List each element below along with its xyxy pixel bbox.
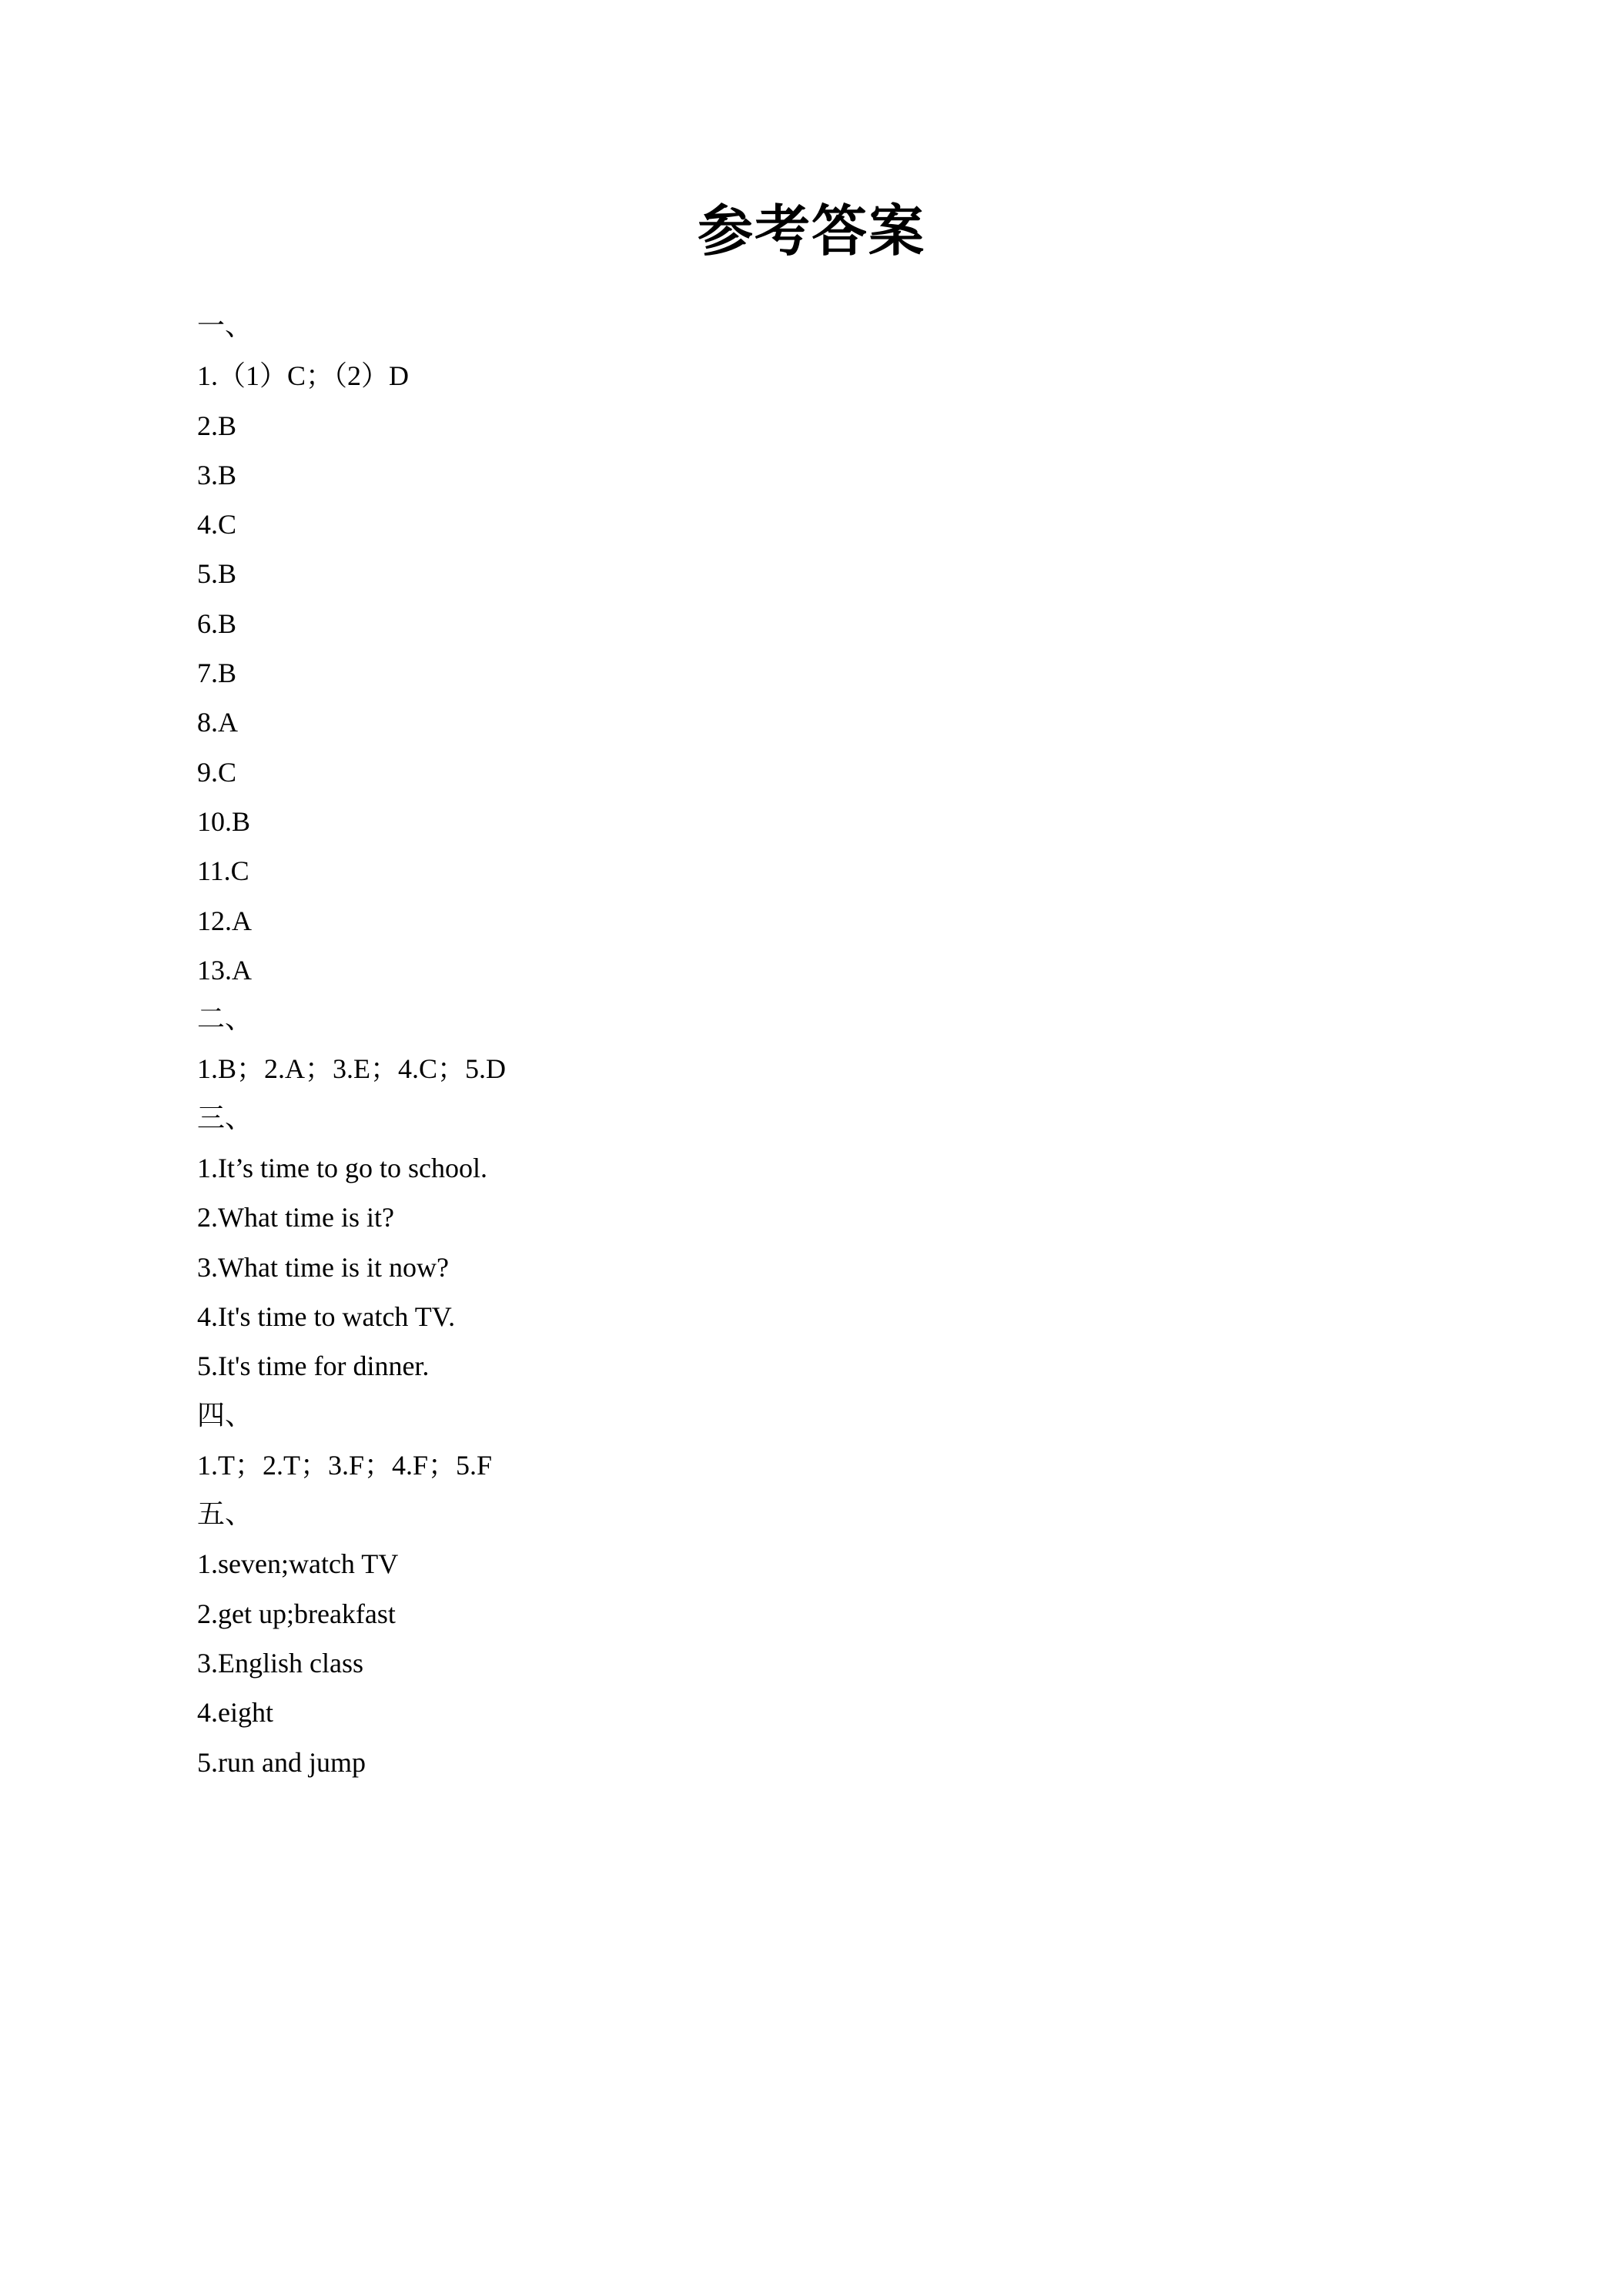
answer-line: 1.B；2.A；3.E；4.C；5.D — [197, 1053, 507, 1085]
answer-line: 3.English class — [197, 1648, 363, 1679]
answer-list — [197, 302, 1506, 1787]
answer-line: 10.B — [197, 805, 251, 837]
answer-line: 1.seven;watch TV — [197, 1548, 399, 1580]
answer-line: 4.eight — [197, 1697, 273, 1729]
answer-line: 5.It's time for dinner. — [197, 1350, 430, 1382]
answer-line: 1.It’s time to go to school. — [197, 1153, 487, 1184]
answer-line: 8.A — [197, 707, 238, 738]
section-heading: 一、 — [197, 310, 253, 342]
answer-line: 13.A — [197, 954, 252, 986]
section-heading: 三、 — [197, 1102, 253, 1134]
answer-line: 5.run and jump — [197, 1746, 366, 1778]
answer-line: 1.（1）C；（2）D — [197, 360, 410, 392]
answer-line: 7.B — [197, 658, 237, 689]
section-heading: 二、 — [197, 1003, 253, 1036]
answer-line: 3.What time is it now? — [197, 1251, 449, 1283]
answer-line: 5.B — [197, 558, 237, 590]
answer-line: 2.get up;breakfast — [197, 1598, 396, 1629]
answer-line: 11.C — [197, 855, 249, 887]
answer-line: 4.It's time to watch TV. — [197, 1300, 456, 1332]
answer-line: 3.B — [197, 459, 237, 490]
section-heading: 四、 — [197, 1399, 253, 1431]
answer-line: 2.B — [197, 410, 237, 441]
page-title: 参考答案 — [697, 199, 925, 263]
answer-line: 1.T；2.T；3.F；4.F；5.F — [197, 1449, 493, 1481]
answer-line: 9.C — [197, 756, 237, 788]
answer-line: 12.A — [197, 905, 252, 936]
answer-line: 6.B — [197, 607, 237, 639]
answer-line: 4.C — [197, 509, 237, 541]
answer-line: 2.What time is it? — [197, 1202, 394, 1233]
section-heading: 五、 — [197, 1498, 253, 1531]
